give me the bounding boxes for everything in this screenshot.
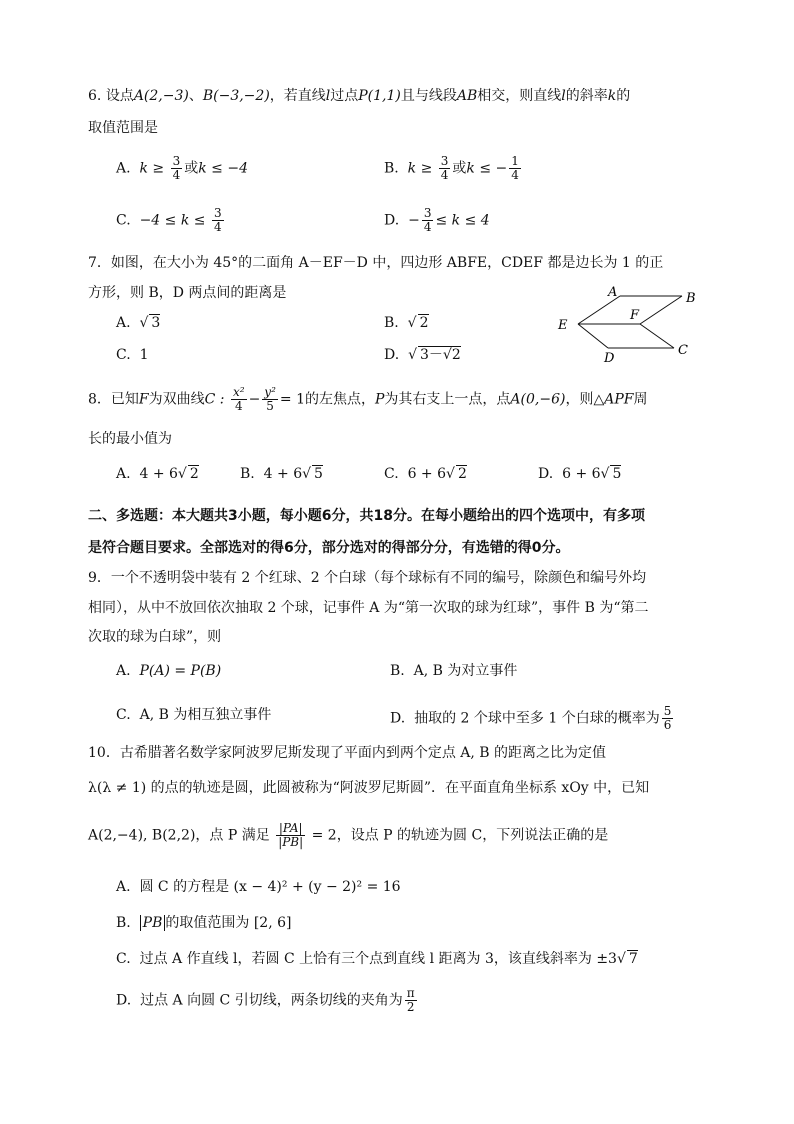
figure-label-B: B [686, 291, 696, 306]
dihedral-angle-figure [550, 282, 710, 370]
q7-stem-line2: 方形，则 B，D 两点间的距离是 [88, 285, 287, 301]
q8-option-a[interactable]: A. 4 + 6√ 2 [116, 466, 199, 482]
q7-option-a[interactable]: A. √ 3 [116, 315, 161, 331]
q8-stem-line2: 长的最小值为 [88, 431, 172, 447]
edge-BF [640, 296, 682, 324]
q8-fraction-x: $\frac{\text{x²}}{4}$ [232, 385, 245, 413]
q6-option-c[interactable]: C. −4 ≤ k ≤ $\frac{3}{4}$ [116, 206, 222, 234]
q10-option-d[interactable]: D. 过点 A 向圆 C 引切线，两条切线的夹角为 $\frac{\pi}{2}$ [116, 986, 415, 1014]
edge-EA [578, 296, 620, 324]
q6-option-d[interactable]: D. − $\frac{3}{4}$ ≤ k ≤ 4 [384, 206, 490, 234]
q7-option-b[interactable]: B. √ 2 [384, 315, 429, 331]
q10-option-b[interactable]: B. PB 的取值范围为 [2, 6] [116, 915, 292, 931]
q6-stem-line2: 取值范围是 [88, 120, 158, 136]
q6-option-c-fraction: $\frac{3}{4}$ [213, 206, 222, 234]
figure-label-F: F [630, 308, 640, 323]
q10-stem-line2: λ(λ ≠ 1) 的点的轨迹是圆，此圆被称为“阿波罗尼斯圆”．在平面直角坐标系 xOy 中，已知 [88, 780, 650, 796]
q6-option-a-fraction: $\frac{3}{4}$ [172, 154, 181, 182]
q8-fraction-y: $\frac{\text{y²}}{5}$ [264, 385, 276, 413]
q7-stem-line1: 7．如图，在大小为 45°的二面角 A－EF－D 中，四边形 ABFE，CDEF 都是边长为 1 的正 [88, 255, 664, 271]
edge-ED [578, 324, 608, 348]
q6-option-d-fraction: $\frac{3}{4}$ [423, 206, 432, 234]
figure-label-A: A [608, 285, 618, 300]
q10-option-a[interactable]: A. 圆 C 的方程是 (x − 4)² + (y − 2)² = 16 [116, 879, 401, 895]
q6-option-b-fraction1: $\frac{3}{4}$ [440, 154, 449, 182]
q8-option-b[interactable]: B. 4 + 6√ 5 [240, 466, 323, 482]
q8-option-d[interactable]: D. 6 + 6√ 5 [538, 466, 622, 482]
q9-option-d[interactable]: D. 抽取的 2 个球中至多 1 个白球的概率为 $\frac{5}{6}$ [390, 704, 672, 732]
q9-option-b[interactable]: B. A, B 为对立事件 [390, 663, 518, 679]
q6-stem-line1: 6. 设点A(2,−3)、B(−3,−2)，若直线l过点P(1,1)且与线段AB相交，则直线l的斜率k的 [88, 88, 631, 104]
figure-label-C: C [678, 343, 688, 358]
q9-option-a[interactable]: A. P(A) = P(B) [116, 663, 222, 679]
q10-option-d-fraction: $\frac{\pi}{2}$ [406, 986, 415, 1014]
q10-stem-line1: 10．古希腊著名数学家阿波罗尼斯发现了平面内到两个定点 A, B 的距离之比为定值 [88, 745, 607, 761]
section2-heading-line2: 是符合题目要求。全部选对的得6分，部分选对的得部分分，有选错的得0分。 [88, 540, 570, 556]
q10-stem-line3: A(2,−4), B(2,2)，点 P 满足 $\frac{|PA|}{|PB|}$ = 2，设点 P 的轨迹为圆 C，下列说法正确的是 [88, 821, 609, 849]
q7-option-c[interactable]: C. 1 [116, 347, 149, 363]
edge-CF [640, 324, 674, 348]
q6-option-b-fraction2: $\frac{1}{4}$ [511, 154, 519, 182]
q8-option-c[interactable]: C. 6 + 6√ 2 [384, 466, 467, 482]
q6-option-a[interactable]: A. k ≥ $\frac{3}{4}$ 或k ≤ −4 [116, 154, 248, 182]
q9-stem-line2: 相同），从中不放回依次抽取 2 个球，记事件 A 为“第一次取的球为红球”，事件 B 为“第二 [88, 600, 649, 616]
q6-option-b[interactable]: B. k ≥ $\frac{3}{4}$ 或k ≤ − $\frac{1}{4}$ [384, 154, 519, 182]
q9-stem-line3: 次取的球为白球”，则 [88, 629, 222, 645]
q8-stem-line1: 8．已知F为双曲线C : $\frac{\text{x²}}{4}$ − $\frac{\text{y²}}{5}$ = 1的左焦点，P为其右支上一点，点A(0,−6)，则△APF周 [88, 385, 648, 413]
q9-option-c[interactable]: C. A, B 为相互独立事件 [116, 707, 272, 723]
figure-label-D: D [604, 351, 615, 366]
q9-stem-line1: 9．一个不透明袋中装有 2 个红球、2 个白球（每个球标有不同的编号，除颜色和编号外均 [88, 570, 647, 586]
q10-option-c[interactable]: C. 过点 A 作直线 l，若圆 C 上恰有三个点到直线 l 距离为 3，该直线斜率为 ±3√ 7 [116, 951, 638, 967]
q9-option-d-fraction: $\frac{5}{6}$ [663, 704, 672, 732]
q10-ratio-fraction: $\frac{|PA|}{|PB|}$ [278, 821, 304, 849]
section2-heading-line1: 二、多选题：本大题共3小题，每小题6分，共18分。在每小题给出的四个选项中，有多项 [88, 508, 645, 524]
figure-label-E: E [558, 318, 568, 333]
q7-option-d[interactable]: D. √ 3－√2 [384, 347, 461, 363]
